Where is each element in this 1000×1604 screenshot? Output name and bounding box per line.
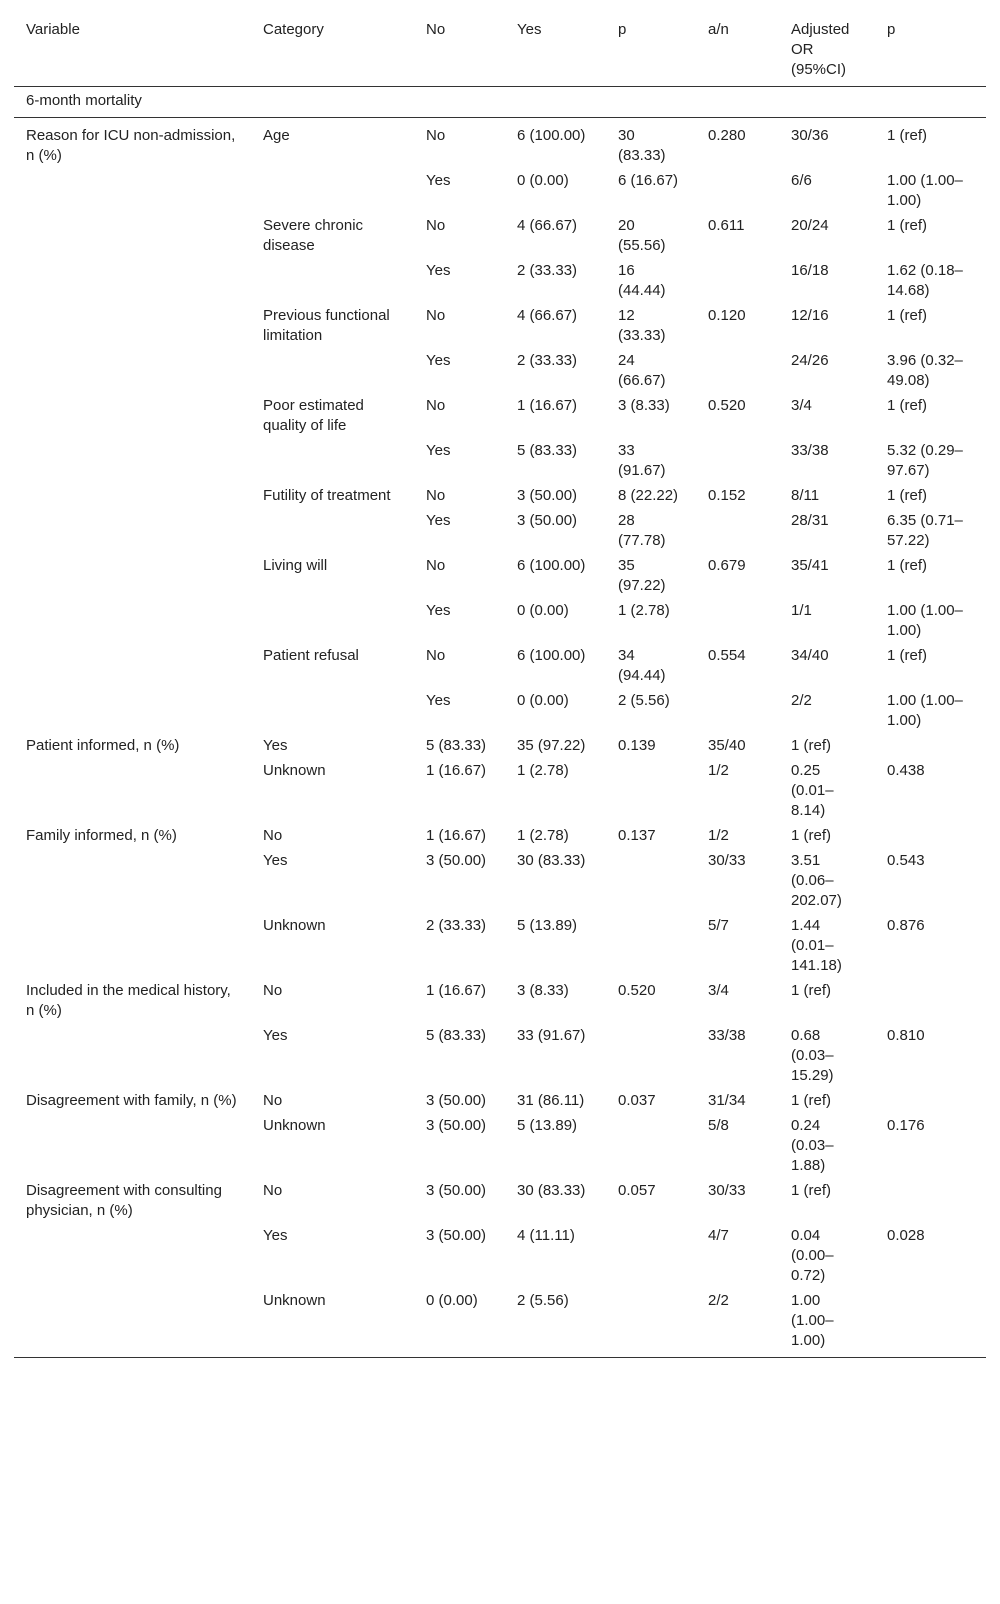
cell-p: 30 (83.33) xyxy=(618,127,666,164)
cell-p xyxy=(606,1113,696,1178)
cell-category: Unknown xyxy=(263,762,326,779)
cell-p: 33 (91.67) xyxy=(618,442,666,479)
cell-no: 3 (50.00) xyxy=(426,1182,487,1199)
cell-p-adjusted xyxy=(875,1088,986,1113)
cell-category xyxy=(251,348,414,393)
cell-no: No xyxy=(426,127,446,144)
cell-variable xyxy=(14,168,251,213)
cell-category xyxy=(251,688,414,733)
cell-p: 1 (2.78) xyxy=(618,602,670,619)
cell-variable: Reason for ICU non-admission, n (%) xyxy=(26,127,236,164)
cell-category: No xyxy=(263,982,283,999)
cell-adjusted-or: 3.51 (0.06–202.07) xyxy=(791,852,842,909)
cell-yes: 0 (0.00) xyxy=(517,602,569,619)
table-row xyxy=(14,1023,986,1088)
cell-yes: 0 (0.00) xyxy=(517,172,569,189)
cell-no: 3 (50.00) xyxy=(426,1092,487,1109)
cell-p: 6 (16.67) xyxy=(618,172,679,189)
cell-category: Severe chronic disease xyxy=(263,217,364,254)
cell-no: 0 (0.00) xyxy=(414,1288,505,1358)
cell-a-n: 0.520 xyxy=(708,397,746,414)
cell-adjusted-or: 1 (ref) xyxy=(791,982,832,999)
cell-adjusted-or: 33/38 xyxy=(791,442,829,459)
cell-p: 3 (8.33) xyxy=(618,397,670,414)
header-no: No xyxy=(414,15,505,87)
cell-a-n: 1/2 xyxy=(708,762,729,779)
table-row xyxy=(14,733,986,758)
cell-category: No xyxy=(263,1182,283,1199)
cell-category: No xyxy=(263,827,283,844)
cell-p-adjusted: 5.32 (0.29–97.67) xyxy=(887,442,963,479)
cell-variable xyxy=(14,258,251,303)
cell-a-n: 1/2 xyxy=(708,827,729,844)
table-row xyxy=(14,1178,986,1223)
cell-p-adjusted: 1.00 (1.00–1.00) xyxy=(887,602,963,639)
cell-yes: 4 (11.11) xyxy=(517,1227,575,1244)
cell-variable xyxy=(14,598,251,643)
cell-p: 28 (77.78) xyxy=(618,512,666,549)
table-row xyxy=(14,303,986,348)
table-row xyxy=(14,1288,986,1358)
cell-yes: 33 (91.67) xyxy=(517,1027,586,1044)
cell-no: 5 (83.33) xyxy=(426,737,487,754)
cell-p xyxy=(606,913,696,978)
cell-yes: 1 (2.78) xyxy=(517,827,569,844)
cell-no: Yes xyxy=(426,512,451,529)
table-row xyxy=(14,393,986,438)
cell-adjusted-or: 35/41 xyxy=(791,557,829,574)
header-p-adjusted: p xyxy=(875,15,986,87)
cell-p-adjusted: 1 (ref) xyxy=(887,307,928,324)
table-header-row xyxy=(14,15,986,87)
cell-a-n: 0.611 xyxy=(708,217,745,234)
cell-p-adjusted: 0.876 xyxy=(887,917,925,934)
cell-yes: 30 (83.33) xyxy=(517,852,586,869)
cell-no: Yes xyxy=(426,262,451,279)
cell-p xyxy=(606,1223,696,1288)
cell-yes: 0 (0.00) xyxy=(517,692,569,709)
cell-adjusted-or: 34/40 xyxy=(791,647,829,664)
cell-a-n xyxy=(696,598,779,643)
cell-category: Unknown xyxy=(251,1288,414,1358)
table-row xyxy=(14,848,986,913)
cell-p-adjusted xyxy=(875,1178,986,1223)
cell-adjusted-or: 24/26 xyxy=(791,352,829,369)
cell-category: Age xyxy=(263,127,290,144)
cell-variable xyxy=(14,508,251,553)
table-row xyxy=(14,688,986,733)
cell-p: 24 (66.67) xyxy=(618,352,666,389)
table-caption-row xyxy=(14,87,986,118)
cell-p xyxy=(606,1023,696,1088)
cell-no: No xyxy=(426,557,446,574)
cell-category: Poor estimated quality of life xyxy=(263,397,364,434)
cell-variable: Disagreement with consulting physician, n (%) xyxy=(26,1182,222,1219)
cell-p: 0.037 xyxy=(618,1092,656,1109)
cell-p-adjusted xyxy=(875,733,986,758)
cell-p-adjusted: 0.543 xyxy=(887,852,925,869)
cell-no: Yes xyxy=(426,602,451,619)
cell-p-adjusted xyxy=(875,978,986,1023)
cell-adjusted-or: 8/11 xyxy=(791,487,820,504)
table-row xyxy=(14,168,986,213)
cell-a-n: 30/33 xyxy=(708,1182,746,1199)
table-row xyxy=(14,213,986,258)
cell-variable xyxy=(14,303,251,348)
header-a-n: a/n xyxy=(696,15,779,87)
table-row xyxy=(14,258,986,303)
cell-adjusted-or: 16/18 xyxy=(791,262,829,279)
cell-adjusted-or: 0.24 (0.03–1.88) xyxy=(791,1117,834,1174)
cell-yes: 5 (13.89) xyxy=(517,1117,578,1134)
cell-variable xyxy=(14,1223,251,1288)
cell-no: 5 (83.33) xyxy=(426,1027,487,1044)
cell-no: 1 (16.67) xyxy=(426,827,487,844)
cell-a-n xyxy=(696,258,779,303)
cell-no: No xyxy=(426,487,446,504)
cell-a-n: 3/4 xyxy=(708,982,729,999)
table-row xyxy=(14,598,986,643)
cell-category: Unknown xyxy=(263,1117,326,1134)
table-row xyxy=(14,483,986,508)
table-row xyxy=(14,348,986,393)
cell-yes: 4 (66.67) xyxy=(517,217,578,234)
cell-yes: 5 (13.89) xyxy=(517,917,578,934)
cell-adjusted-or: 6/6 xyxy=(791,172,812,189)
cell-p: 12 (33.33) xyxy=(618,307,666,344)
cell-a-n xyxy=(696,348,779,393)
cell-variable: Family informed, n (%) xyxy=(26,827,177,844)
cell-variable xyxy=(14,1113,251,1178)
cell-variable xyxy=(14,393,251,438)
cell-p: 0.139 xyxy=(618,737,656,754)
cell-category xyxy=(251,168,414,213)
cell-a-n: 5/7 xyxy=(708,917,729,934)
cell-p-adjusted: 0.176 xyxy=(887,1117,925,1134)
cell-yes: 31 (86.11) xyxy=(517,1092,585,1109)
cell-no: No xyxy=(426,397,446,414)
cell-yes: 3 (50.00) xyxy=(517,512,578,529)
cell-a-n xyxy=(696,688,779,733)
cell-yes: 1 (16.67) xyxy=(517,397,578,414)
table-row xyxy=(14,438,986,483)
cell-p: 35 (97.22) xyxy=(618,557,666,594)
cell-p-adjusted: 1.00 (1.00–1.00) xyxy=(887,692,963,729)
cell-p-adjusted: 1.62 (0.18–14.68) xyxy=(887,262,963,299)
cell-p-adjusted: 1 (ref) xyxy=(887,217,928,234)
cell-a-n: 2/2 xyxy=(696,1288,779,1358)
cell-a-n: 33/38 xyxy=(708,1027,746,1044)
cell-no: No xyxy=(426,307,446,324)
cell-p-adjusted: 1 (ref) xyxy=(887,397,928,414)
header-adjusted-or: Adjusted OR (95%CI) xyxy=(779,15,875,87)
cell-category: Yes xyxy=(263,737,288,754)
cell-yes: 6 (100.00) xyxy=(517,647,586,664)
table-row xyxy=(14,1223,986,1288)
cell-a-n: 5/8 xyxy=(708,1117,729,1134)
cell-category: No xyxy=(263,1092,283,1109)
cell-no: 2 (33.33) xyxy=(426,917,487,934)
cell-variable xyxy=(14,213,251,258)
cell-adjusted-or: 1 (ref) xyxy=(791,827,832,844)
cell-p: 0.057 xyxy=(618,1182,656,1199)
cell-p-adjusted xyxy=(875,823,986,848)
cell-a-n: 35/40 xyxy=(708,737,746,754)
cell-yes: 1 (2.78) xyxy=(517,762,569,779)
cell-yes: 6 (100.00) xyxy=(517,127,586,144)
table-body xyxy=(14,118,986,1358)
cell-adjusted-or: 1 (ref) xyxy=(791,1092,832,1109)
cell-variable xyxy=(14,553,251,598)
cell-adjusted-or: 3/4 xyxy=(791,397,812,414)
cell-variable: Disagreement with family, n (%) xyxy=(26,1092,237,1109)
cell-adjusted-or: 0.04 (0.00–0.72) xyxy=(791,1227,834,1284)
cell-a-n: 0.679 xyxy=(708,557,746,574)
cell-yes: 35 (97.22) xyxy=(517,737,586,754)
cell-variable xyxy=(14,758,251,823)
cell-category: Yes xyxy=(263,852,288,869)
cell-p xyxy=(606,1288,696,1358)
cell-variable xyxy=(14,913,251,978)
cell-variable xyxy=(14,438,251,483)
cell-adjusted-or: 2/2 xyxy=(791,692,812,709)
cell-yes: 2 (5.56) xyxy=(505,1288,606,1358)
cell-no: 3 (50.00) xyxy=(426,852,487,869)
cell-category: Unknown xyxy=(263,917,326,934)
header-variable: Variable xyxy=(14,15,251,87)
cell-yes: 2 (33.33) xyxy=(517,352,578,369)
cell-variable: Patient informed, n (%) xyxy=(26,737,180,754)
cell-no: Yes xyxy=(426,172,451,189)
cell-yes: 4 (66.67) xyxy=(517,307,578,324)
cell-adjusted-or: 12/16 xyxy=(791,307,829,324)
table-row xyxy=(14,118,986,169)
cell-adjusted-or: 1 (ref) xyxy=(791,1182,832,1199)
cell-no: Yes xyxy=(426,692,451,709)
cell-category xyxy=(251,438,414,483)
cell-p-adjusted: 3.96 (0.32–49.08) xyxy=(887,352,963,389)
cell-adjusted-or: 0.25 (0.01–8.14) xyxy=(791,762,834,819)
table-row xyxy=(14,643,986,688)
cell-yes: 5 (83.33) xyxy=(517,442,578,459)
cell-variable xyxy=(14,1023,251,1088)
table-row xyxy=(14,508,986,553)
cell-a-n: 0.280 xyxy=(708,127,746,144)
cell-no: 1 (16.67) xyxy=(426,982,487,999)
table-row xyxy=(14,823,986,848)
cell-p: 2 (5.56) xyxy=(618,692,670,709)
cell-yes: 6 (100.00) xyxy=(517,557,586,574)
cell-category: Previous functional limitation xyxy=(263,307,390,344)
table-row xyxy=(14,758,986,823)
cell-adjusted-or: 20/24 xyxy=(791,217,829,234)
cell-variable xyxy=(14,1288,251,1358)
cell-yes: 3 (50.00) xyxy=(517,487,578,504)
cell-p xyxy=(606,758,696,823)
cell-yes: 2 (33.33) xyxy=(517,262,578,279)
cell-adjusted-or: 30/36 xyxy=(791,127,829,144)
cell-no: 1 (16.67) xyxy=(426,762,487,779)
cell-category xyxy=(251,508,414,553)
cell-p-adjusted: 1 (ref) xyxy=(887,487,928,504)
cell-category xyxy=(251,598,414,643)
cell-p-adjusted: 6.35 (0.71–57.22) xyxy=(887,512,963,549)
cell-a-n: 30/33 xyxy=(708,852,746,869)
cell-p xyxy=(606,848,696,913)
table-row xyxy=(14,1113,986,1178)
cell-category: Yes xyxy=(263,1027,288,1044)
cell-p-adjusted: 1 (ref) xyxy=(887,647,928,664)
cell-p-adjusted xyxy=(875,1288,986,1358)
cell-a-n xyxy=(696,168,779,213)
cell-no: 3 (50.00) xyxy=(426,1117,487,1134)
cell-variable: Included in the medical history, n (%) xyxy=(26,982,231,1019)
cell-category: Yes xyxy=(263,1227,288,1244)
cell-p: 16 (44.44) xyxy=(618,262,666,299)
cell-no: 3 (50.00) xyxy=(426,1227,487,1244)
cell-adjusted-or: 1/1 xyxy=(791,602,812,619)
cell-a-n: 0.152 xyxy=(708,487,746,504)
cell-no: Yes xyxy=(426,442,451,459)
cell-p: 20 (55.56) xyxy=(618,217,666,254)
cell-adjusted-or: 28/31 xyxy=(791,512,829,529)
cell-adjusted-or: 1.00 (1.00–1.00) xyxy=(779,1288,875,1358)
cell-variable xyxy=(14,688,251,733)
cell-a-n xyxy=(696,508,779,553)
cell-p: 0.137 xyxy=(618,827,656,844)
cell-a-n: 0.554 xyxy=(708,647,746,664)
cell-adjusted-or: 1 (ref) xyxy=(791,737,832,754)
cell-adjusted-or: 1.44 (0.01–141.18) xyxy=(791,917,842,974)
cell-yes: 3 (8.33) xyxy=(517,982,569,999)
table-row xyxy=(14,913,986,978)
cell-no: Yes xyxy=(426,352,451,369)
table-row xyxy=(14,1088,986,1113)
table-caption: 6-month mortality xyxy=(14,87,986,118)
cell-variable xyxy=(14,483,251,508)
cell-p-adjusted: 0.028 xyxy=(887,1227,925,1244)
header-yes: Yes xyxy=(505,15,606,87)
cell-category: Living will xyxy=(263,557,328,574)
mortality-table-container xyxy=(14,15,986,1358)
cell-variable xyxy=(14,348,251,393)
cell-p-adjusted: 1 (ref) xyxy=(887,557,928,574)
cell-a-n: 31/34 xyxy=(708,1092,746,1109)
cell-p-adjusted: 0.438 xyxy=(887,762,925,779)
cell-p: 8 (22.22) xyxy=(618,487,679,504)
cell-category: Futility of treatment xyxy=(263,487,391,504)
cell-a-n xyxy=(696,438,779,483)
cell-category: Patient refusal xyxy=(263,647,359,664)
cell-category xyxy=(251,258,414,303)
cell-p: 34 (94.44) xyxy=(618,647,666,684)
cell-p-adjusted: 1 (ref) xyxy=(887,127,928,144)
cell-variable xyxy=(14,848,251,913)
cell-adjusted-or: 0.68 (0.03–15.29) xyxy=(791,1027,834,1084)
cell-no: No xyxy=(426,647,446,664)
cell-no: No xyxy=(426,217,446,234)
header-p: p xyxy=(606,15,696,87)
header-category: Category xyxy=(251,15,414,87)
cell-p: 0.520 xyxy=(618,982,656,999)
cell-yes: 30 (83.33) xyxy=(517,1182,586,1199)
table-row xyxy=(14,978,986,1023)
cell-a-n: 4/7 xyxy=(708,1227,729,1244)
table-row xyxy=(14,553,986,598)
cell-a-n: 0.120 xyxy=(708,307,746,324)
cell-variable xyxy=(14,643,251,688)
cell-p-adjusted: 1.00 (1.00–1.00) xyxy=(887,172,963,209)
mortality-table xyxy=(14,15,986,1358)
cell-p-adjusted: 0.810 xyxy=(887,1027,925,1044)
